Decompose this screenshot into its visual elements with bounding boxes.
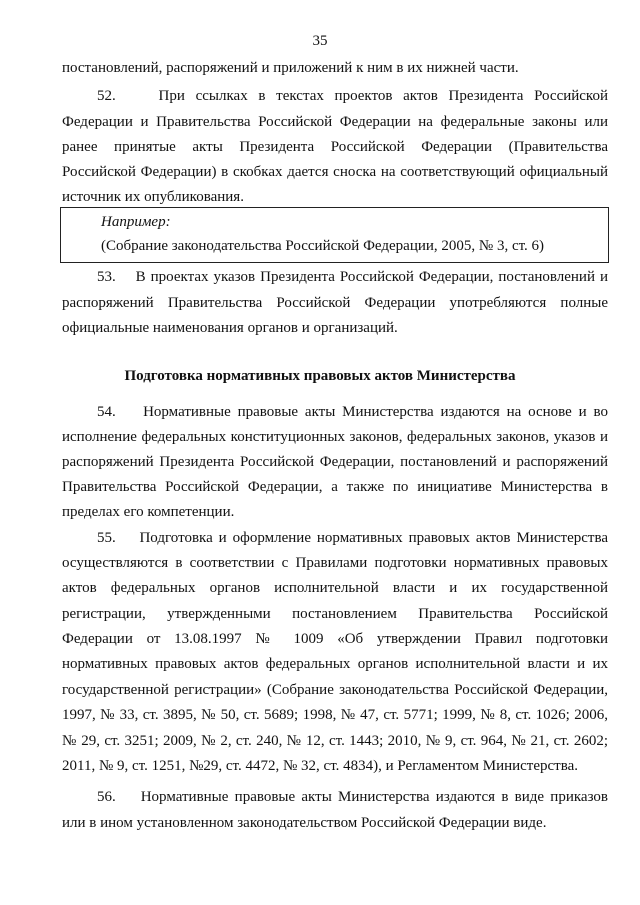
paragraph-line: постановлений, распоряжений и приложений к ним в их нижней части. (62, 60, 519, 76)
paragraph-54-line: распоряжений Президента Российской Федерации, постановлений и распоряжений (62, 454, 608, 470)
paragraph-56-line: 56. Нормативные правовые акты Министерства издаются в виде приказов (97, 789, 608, 805)
paragraph-55-line: нормативных правовых актов федеральных органов исполнительной власти и их (62, 656, 608, 672)
example-text: (Собрание законодательства Российской Федерации, 2005, № 3, ст. 6) (101, 238, 545, 254)
paragraph-54-line: Правительства Российской Федерации, а также по инициативе Министерства в (62, 479, 608, 495)
page-number: 35 (312, 33, 328, 49)
paragraph-52-line: Федерации и Правительства Российской Федерации на федеральные законы или (62, 114, 608, 130)
paragraph-52-line: 52. При ссылках в текстах проектов актов Президента Российской (97, 88, 608, 104)
paragraph-53-line: официальные наименования органов и организаций. (62, 320, 398, 336)
example-box (60, 207, 609, 263)
paragraph-54-line: пределах его компетенции. (62, 504, 235, 520)
paragraph-55-line: 1997, № 33, ст. 3895, № 50, ст. 5689; 1998, № 47, ст. 5771; 1999, № 8, ст. 1026; 2006, (62, 707, 608, 723)
paragraph-55-line: 2011, № 9, ст. 1251, №29, ст. 4472, № 32, ст. 4834), и Регламентом Министерства. (62, 758, 579, 774)
paragraph-55-line: 55. Подготовка и оформление нормативных правовых актов Министерства (97, 530, 608, 546)
paragraph-55-line: регистрации, утвержденными постановлением Правительства Российской (62, 606, 608, 622)
paragraph-56-line: или в ином установленном законодательством Российской Федерации виде. (62, 815, 547, 831)
paragraph-54-line: исполнение федеральных конституционных законов, федеральных законов, указов и (62, 429, 608, 445)
paragraph-52-line: Российской Федерации) в скобках дается сноска на соответствующий официальный (62, 164, 608, 180)
section-heading: Подготовка нормативных правовых актов Министерства (124, 368, 516, 384)
paragraph-55-line: Федерации от 13.08.1997 № 1009 «Об утверждении Правил подготовки (62, 631, 608, 647)
example-label: Например: (101, 214, 171, 230)
paragraph-55-line: № 29, ст. 3251; 2009, № 2, ст. 240, № 12, ст. 1443; 2010, № 9, ст. 964, № 21, ст. 2602; (62, 733, 608, 749)
paragraph-53-line: 53. В проектах указов Президента Российской Федерации, постановлений и (97, 269, 608, 285)
paragraph-52-line: ранее принятые акты Президента Российской Федерации (Правительства (62, 139, 608, 155)
paragraph-53-line: распоряжений Правительства Российской Федерации употребляются полные (62, 295, 608, 311)
paragraph-55-line: осуществляются в соответствии с Правилами подготовки нормативных правовых (62, 555, 608, 571)
paragraph-52-line: источник их опубликования. (62, 189, 244, 205)
paragraph-55-line: государственной регистрации» (Собрание законодательства Российской Федерации, (62, 682, 608, 698)
paragraph-54-line: 54. Нормативные правовые акты Министерства издаются на основе и во (97, 404, 608, 420)
paragraph-55-line: актов федеральных органов исполнительной власти и их государственной (62, 580, 608, 596)
